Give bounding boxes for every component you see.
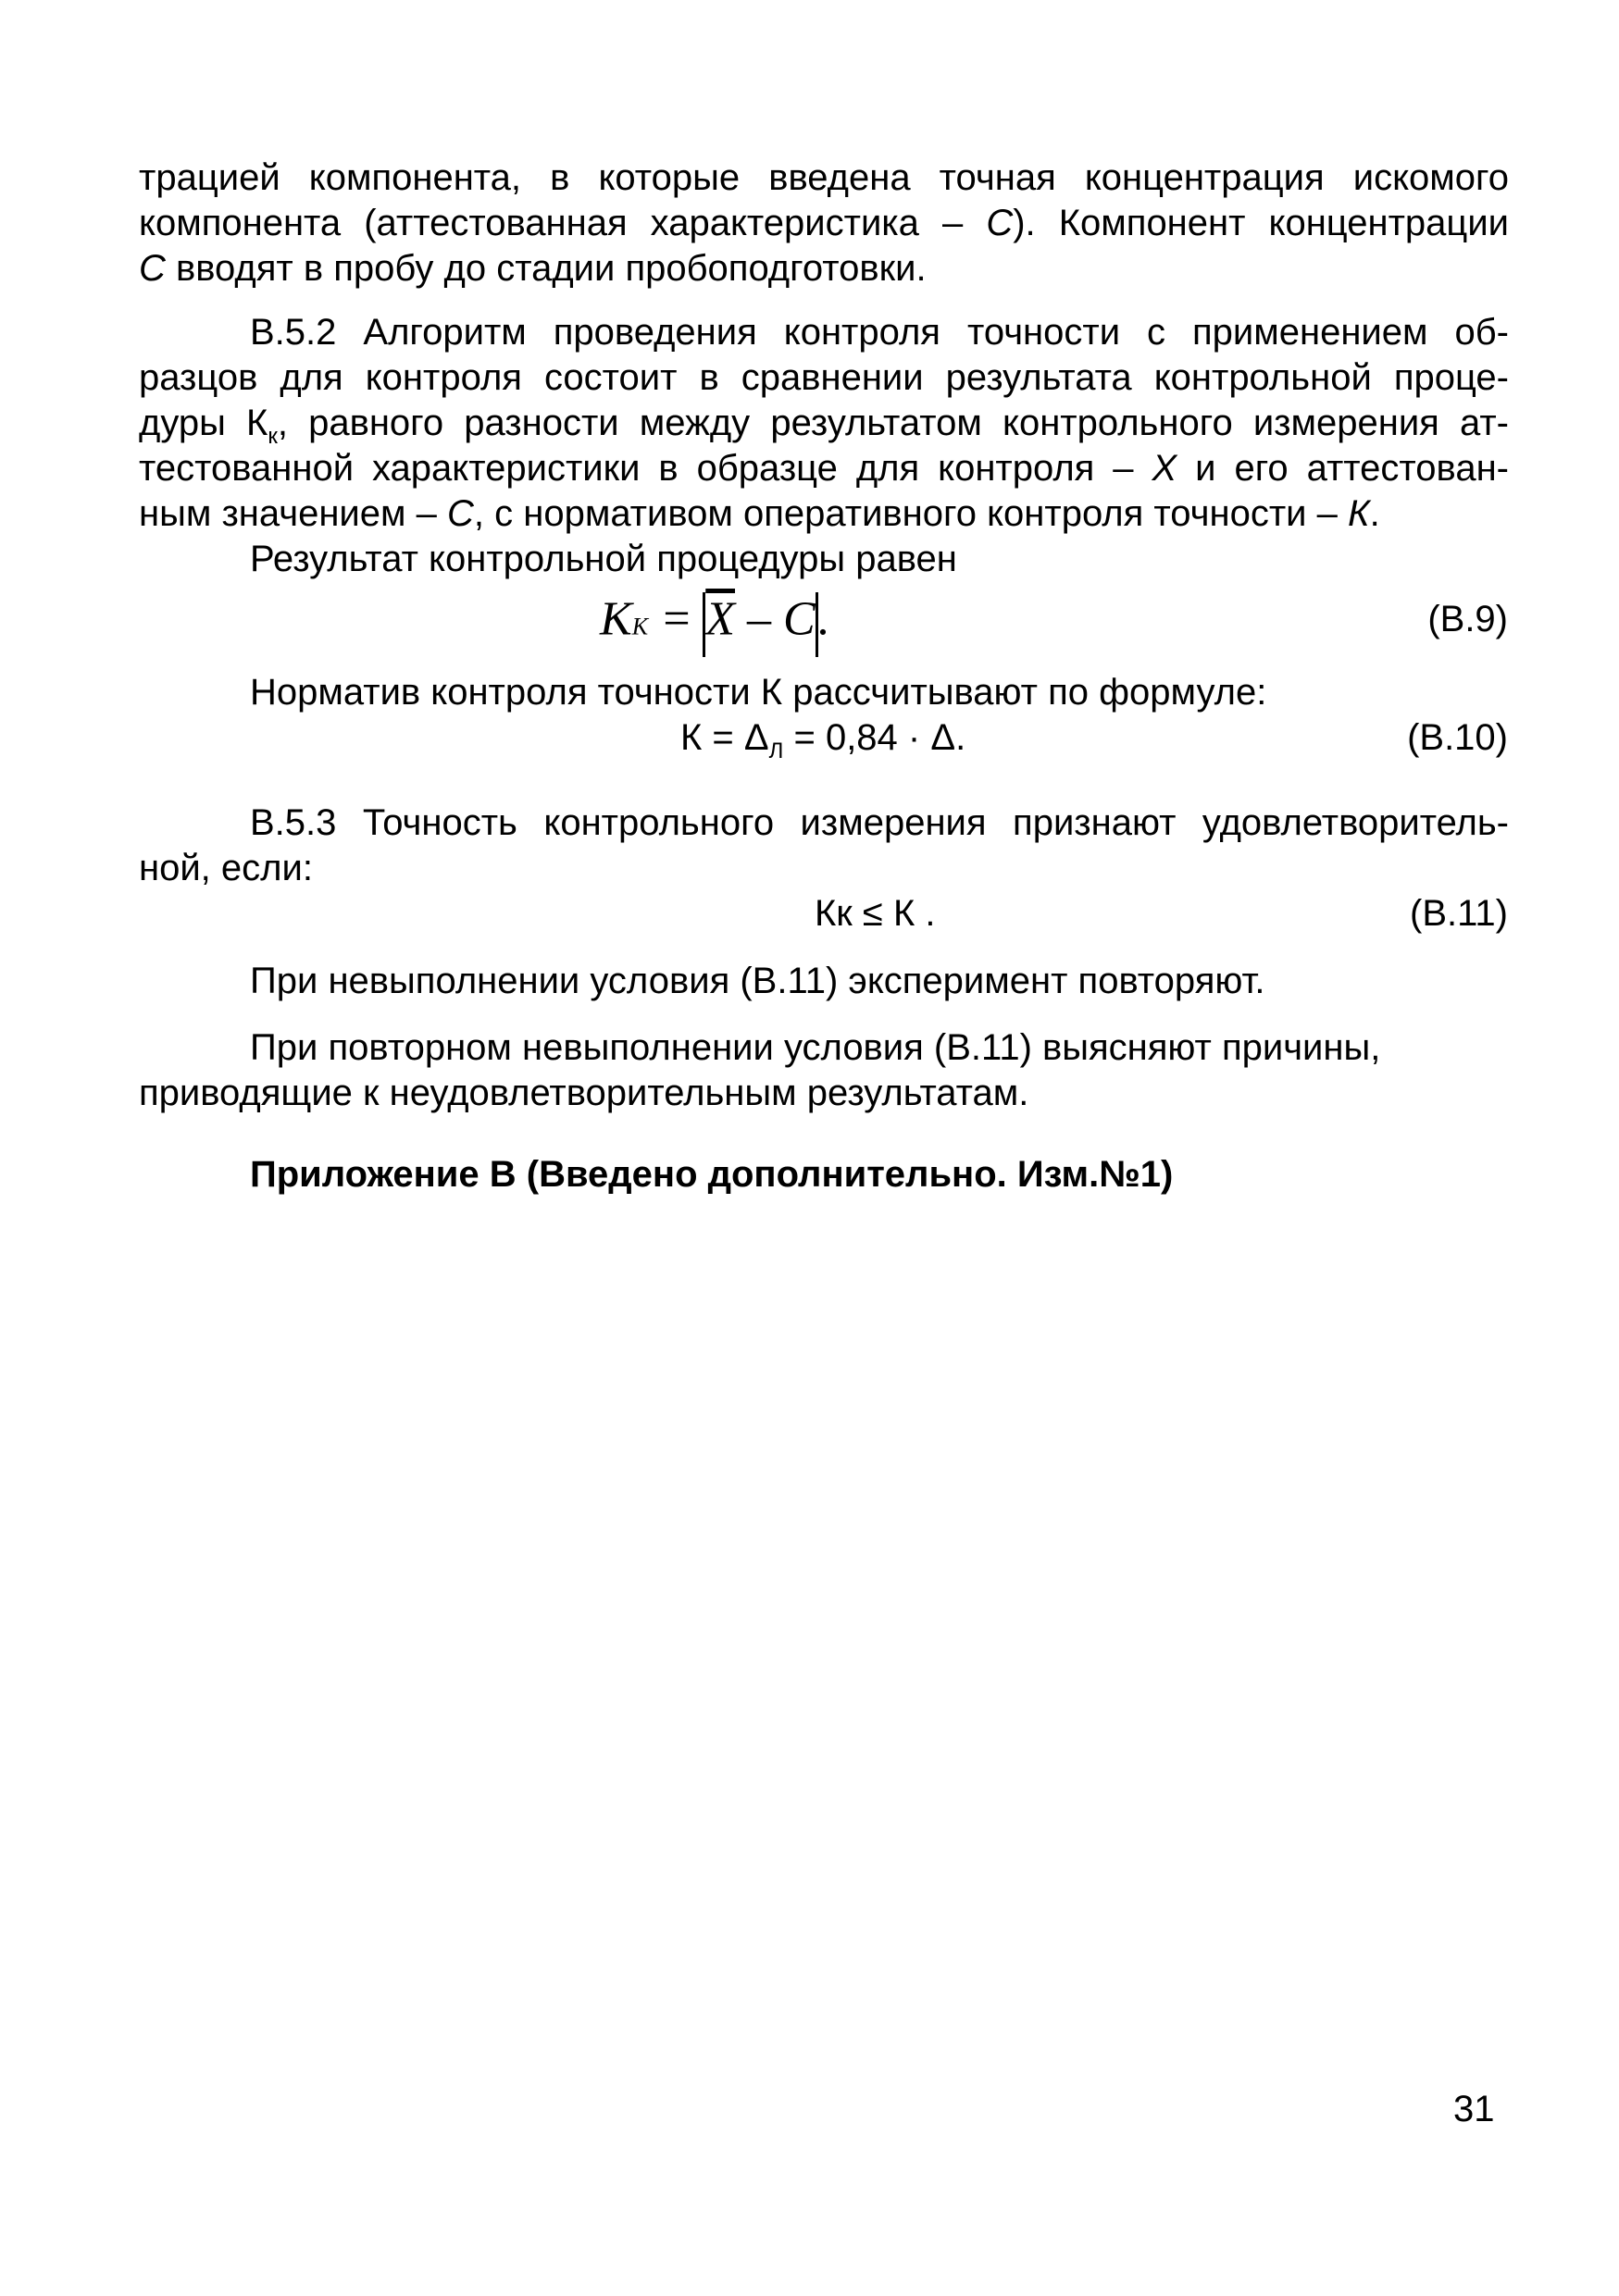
equation-number-b11: (В.11)	[1410, 893, 1508, 934]
paragraph6-line2: приводящие к неудовлетворительным результатам.	[139, 1073, 1029, 1113]
paragraph2-line5: ным значением – С, с нормативом оперативного контроля точности – К.	[139, 493, 1380, 534]
equation-number-b9: (В.9)	[1427, 599, 1508, 639]
formula-b9: KK = $\overline{X}$ – C.	[600, 592, 830, 657]
paragraph1-line2: компонента (аттестованная характеристика – С). Компонент концентрации	[139, 203, 1510, 243]
paragraph2-line4: тестованной характеристики в образце для контроля – X и его аттестован-	[139, 448, 1509, 489]
paragraph2-line1: В.5.2 Алгоритм проведения контроля точности с применением об-	[250, 312, 1509, 353]
formula-b10: $К = \Delta_Л = 0,84 \cdot \Delta$.	[680, 717, 966, 763]
appendix-heading: Приложение В (Введено дополнительно. Изм.№1)	[250, 1154, 1174, 1195]
page-number: 31	[1453, 2089, 1495, 2129]
paragraph2-line6: Результат контрольной процедуры равен	[250, 539, 957, 579]
paragraph5-line1: При невыполнении условия (В.11) эксперимент повторяют.	[250, 961, 1265, 1001]
paragraph1-line3: С вводят в пробу до стадии пробоподготовки.	[139, 248, 927, 289]
paragraph2-line2: разцов для контроля состоит в сравнении результата контрольной проце-	[139, 357, 1509, 398]
paragraph2-line3: дуры $К_к$, равного разности между результатом контрольного измерения ат-	[139, 403, 1509, 449]
paragraph4-line2: ной, если:	[139, 848, 313, 888]
equation-number-b10: (В.10)	[1407, 717, 1508, 758]
paragraph3-line1: Норматив контроля точности К рассчитывают по формуле:	[250, 672, 1267, 713]
formula-b11: Кк ≤ К .	[815, 893, 936, 934]
paragraph4-line1: В.5.3 Точность контрольного измерения признают удовлетворитель-	[250, 802, 1509, 843]
paragraph1-line1: трацией компонента, в которые введена точная концентрация искомого	[139, 157, 1509, 198]
paragraph6-line1: При повторном невыполнении условия (В.11) выясняют причины,	[250, 1027, 1381, 1068]
